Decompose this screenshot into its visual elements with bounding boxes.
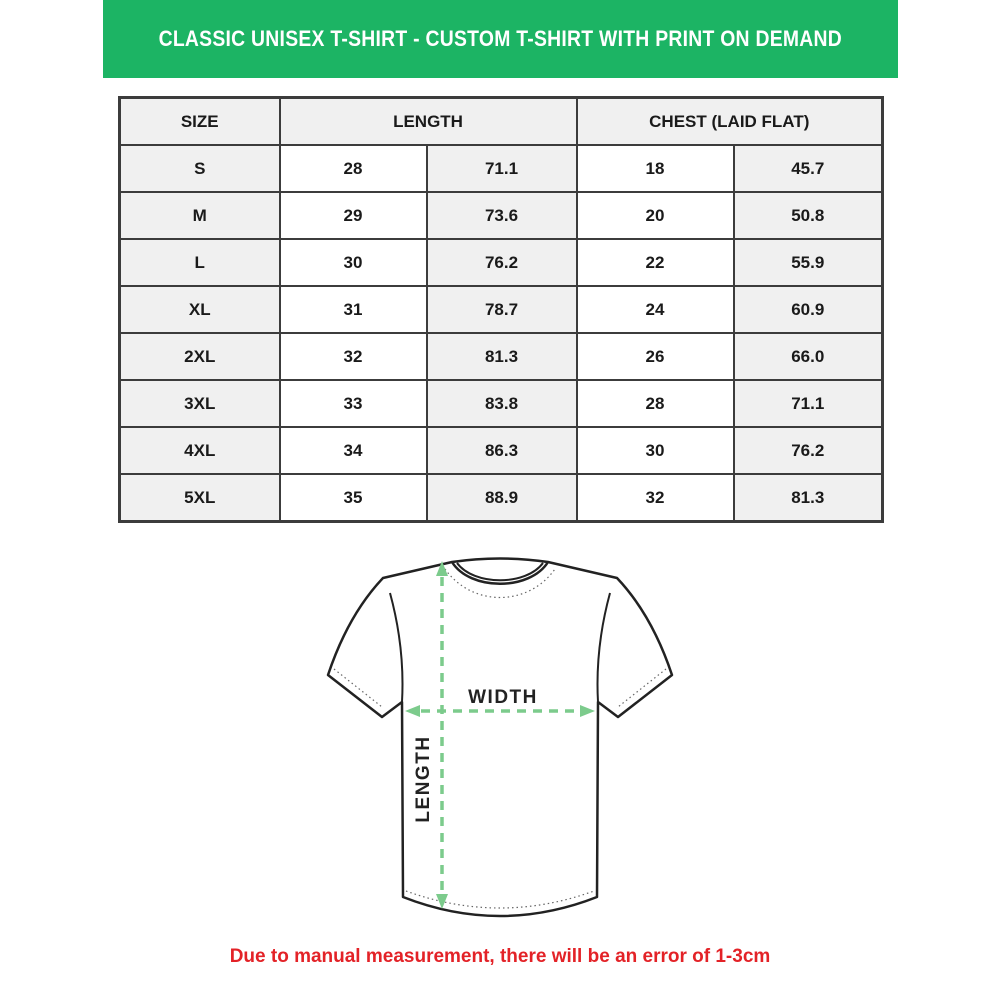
width-label: WIDTH	[468, 687, 538, 708]
chest-cm-cell: 71.1	[734, 380, 883, 427]
length-in-cell: 34	[280, 427, 427, 474]
length-in-cell: 32	[280, 333, 427, 380]
length-in-cell: 29	[280, 192, 427, 239]
length-in-cell: 31	[280, 286, 427, 333]
length-in-cell: 33	[280, 380, 427, 427]
length-cm-cell: 81.3	[427, 333, 577, 380]
length-cm-cell: 76.2	[427, 239, 577, 286]
chest-in-cell: 28	[577, 380, 734, 427]
table-row	[120, 427, 883, 474]
length-in-cell: 30	[280, 239, 427, 286]
length-cm-cell: 73.6	[427, 192, 577, 239]
length-cm-cell: 78.7	[427, 286, 577, 333]
chest-cm-cell: 45.7	[734, 145, 883, 192]
chest-cm-cell: 66.0	[734, 333, 883, 380]
tshirt-outline-graphic	[328, 559, 672, 917]
size-cell: L	[120, 239, 280, 286]
chest-in-cell: 18	[577, 145, 734, 192]
size-cell: XL	[120, 286, 280, 333]
chest-cm-cell: 50.8	[734, 192, 883, 239]
length-label: LENGTH	[413, 735, 434, 823]
chest-column-header: CHEST (LAID FLAT)	[577, 98, 883, 146]
chest-in-cell: 22	[577, 239, 734, 286]
table-row	[120, 474, 883, 522]
chest-cm-cell: 60.9	[734, 286, 883, 333]
table-row	[120, 192, 883, 239]
size-cell: M	[120, 192, 280, 239]
length-in-cell: 28	[280, 145, 427, 192]
chest-cm-cell: 81.3	[734, 474, 883, 522]
size-cell: S	[120, 145, 280, 192]
table-header-row	[120, 98, 883, 146]
page-title: CLASSIC UNISEX T-SHIRT - CUSTOM T-SHIRT WITH PRINT ON DEMAND	[158, 26, 843, 51]
measurement-disclaimer: Due to manual measurement, there will be an error of 1-3cm	[229, 946, 771, 967]
table-row	[120, 239, 883, 286]
tshirt-measurement-diagram	[320, 553, 680, 943]
title-banner	[103, 0, 898, 78]
length-cm-cell: 83.8	[427, 380, 577, 427]
size-column-header: SIZE	[120, 98, 280, 146]
table-row	[120, 286, 883, 333]
size-cell: 3XL	[120, 380, 280, 427]
size-cell: 2XL	[120, 333, 280, 380]
length-cm-cell: 71.1	[427, 145, 577, 192]
size-cell: 4XL	[120, 427, 280, 474]
size-table	[118, 96, 884, 523]
table-row	[120, 333, 883, 380]
chest-cm-cell: 76.2	[734, 427, 883, 474]
length-column-header: LENGTH	[280, 98, 577, 146]
length-cm-cell: 86.3	[427, 427, 577, 474]
chest-in-cell: 30	[577, 427, 734, 474]
size-cell: 5XL	[120, 474, 280, 522]
table-row	[120, 380, 883, 427]
chest-in-cell: 32	[577, 474, 734, 522]
length-cm-cell: 88.9	[427, 474, 577, 522]
length-in-cell: 35	[280, 474, 427, 522]
chest-in-cell: 24	[577, 286, 734, 333]
chest-in-cell: 20	[577, 192, 734, 239]
chest-in-cell: 26	[577, 333, 734, 380]
chest-cm-cell: 55.9	[734, 239, 883, 286]
table-row	[120, 145, 883, 192]
